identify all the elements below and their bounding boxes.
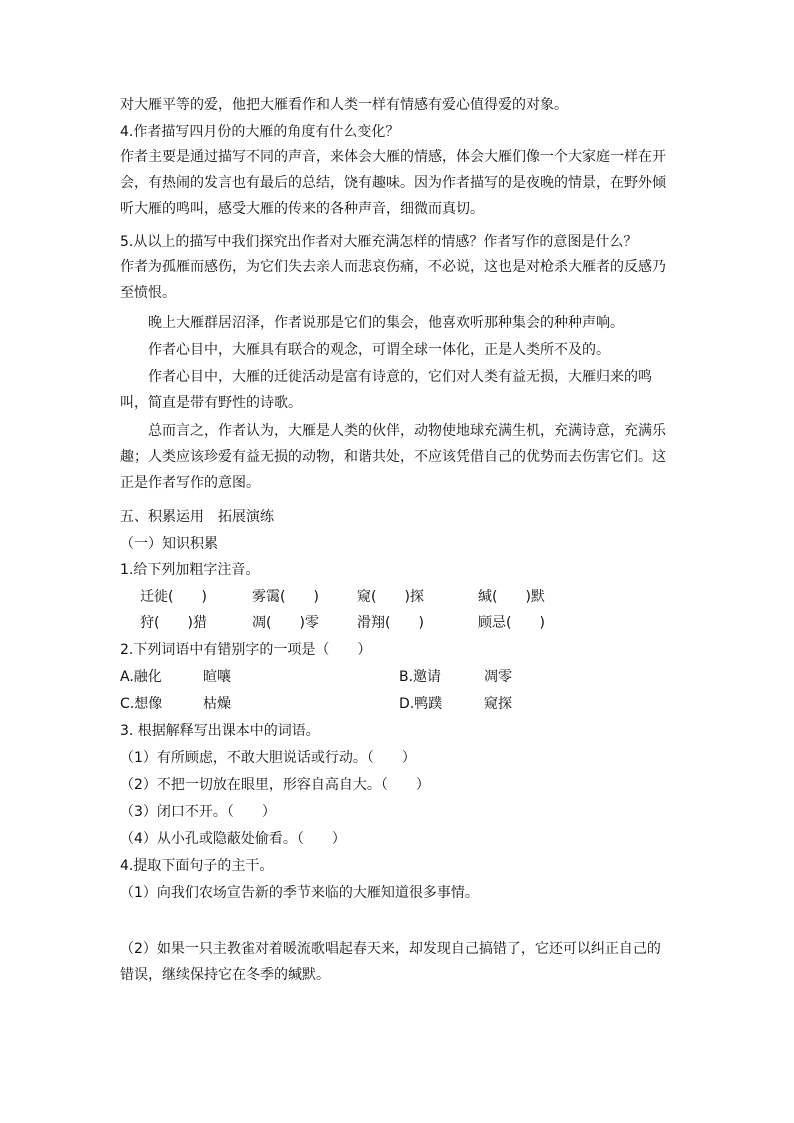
paragraph-d: 总而言之，作者认为，大雁是人类的伙伴，动物使地球充满生机，充满诗意，充满乐趣；人类应该珍爱有益无损的动物，和谐共处，不应该凭借自己的优势而去伤害它们。这正是作者写作的意图。: [120, 423, 666, 491]
question-5: 5.从以上的描写中我们探究出作者对大雁充满怎样的情感？作者写作的意图是什么？: [120, 234, 638, 250]
exercise-2-option: B.邀请: [399, 669, 442, 685]
exercise-1-item: 缄( )默: [478, 589, 545, 605]
exercise-2-option: A.融化: [120, 669, 162, 685]
question-4: 4.作者描写四月份的大雁的角度有什么变化？: [120, 124, 400, 140]
exercise-4-item: （2）如果一只主教雀对着暖流歌唱起春天来，却发现自己搞错了，它还可以纠正自己的错误，继续保持它在冬季的缄默。: [120, 941, 661, 983]
exercise-2-option: 枯燥: [203, 696, 231, 712]
exercise-1-item: 迁徙( ): [140, 589, 207, 605]
paragraph-a: 晚上大雁群居沼泽，作者说那是它们的集会，他喜欢听那种集会的种种声响。: [148, 315, 624, 331]
exercise-4-title: 4.提取下面句子的主干。: [120, 858, 274, 874]
exercise-4-item: （1）向我们农场宣告新的季节来临的大雁知道很多事情。: [120, 885, 479, 901]
exercise-3-item: （4）从小孔或隐蔽处偷看。（ ）: [120, 831, 346, 847]
exercise-1-item: 滑翔( ): [357, 615, 424, 631]
subsection-heading: （一）知识积累: [120, 536, 218, 552]
exercise-1-item: 凋( )零: [252, 615, 319, 631]
exercise-2-option: 窥探: [484, 696, 512, 712]
exercise-3-item: （1）有所顾虑，不敢大胆说话或行动。（ ）: [120, 750, 416, 766]
exercise-2-option: 暄嚷: [203, 669, 231, 685]
exercise-3-title: 3. 根据解释写出课本中的词语。: [120, 723, 320, 739]
exercise-2-option: D.鸭蹼: [399, 696, 443, 712]
exercise-1-item: 窥( )探: [357, 589, 424, 605]
paragraph-b: 作者心目中，大雁具有联合的观念，可谓全球一体化，正是人类所不及的。: [148, 342, 610, 358]
exercise-2-option: 凋零: [484, 669, 512, 685]
exercise-1-item: 狩( )猎: [140, 615, 207, 631]
exercise-2-title: 2.下列词语中有错别字的一项是（ ）: [120, 642, 372, 658]
paragraph-text: 对大雁平等的爱，他把大雁看作和人类一样有情感有爱心值得爱的对象。: [120, 97, 568, 113]
answer-5: 作者为孤雁而感伤，为它们失去亲人而悲哀伤痛，不必说，这也是对枪杀大雁者的反感乃至愤恨。: [120, 259, 666, 301]
exercise-1-item: 雾霭( ): [252, 589, 319, 605]
exercise-3-item: （3）闭口不开。（ ）: [120, 804, 276, 820]
exercise-3-item: （2）不把一切放在眼里，形容自高自大。（ ）: [120, 777, 430, 793]
paragraph-c: 作者心目中，大雁的迁徙活动是富有诗意的，它们对人类有益无损，大雁归来的鸣叫，简直是带有野性的诗歌。: [120, 369, 652, 411]
exercise-1-title: 1.给下列加粗字注音。: [120, 562, 260, 578]
exercise-2-option: C.想像: [120, 696, 163, 712]
exercise-1-item: 顾忌( ): [478, 615, 545, 631]
section-heading: 五、积累运用 拓展演练: [120, 509, 274, 525]
answer-4: 作者主要是通过描写不同的声音，来体会大雁的情感，体会大雁们像一个大家庭一样在开会，有热闹的发言也有最后的总结，饶有趣味。因为作者描写的是夜晚的情景，在野外倾听大雁的鸣叫，感受大雁的传来的各种声音，细微而真切。: [120, 149, 666, 217]
